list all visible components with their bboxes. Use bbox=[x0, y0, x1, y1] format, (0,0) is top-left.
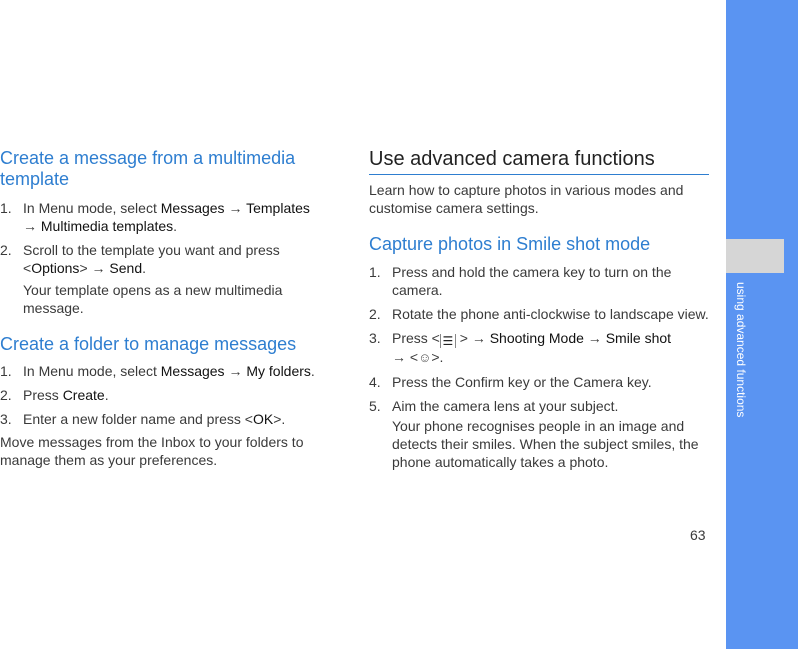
page-number: 63 bbox=[690, 527, 706, 543]
step-item bbox=[0, 386, 340, 404]
sidebar-tab bbox=[726, 239, 784, 273]
step-text: Press < bbox=[392, 330, 440, 346]
step-number: 1. bbox=[0, 363, 12, 379]
step-number: 1. bbox=[0, 200, 12, 216]
step-text: Scroll to the template you want and press bbox=[23, 242, 280, 258]
punct: < bbox=[409, 349, 419, 365]
punct: . bbox=[310, 363, 315, 379]
menu-path: Multimedia templates bbox=[40, 218, 174, 234]
step-number: 1. bbox=[369, 264, 381, 280]
step-number: 3. bbox=[369, 330, 381, 346]
note-text: Your phone recognises people in an image and detects their smiles. When the subject smiles, the phone automatically takes a photo. bbox=[392, 418, 699, 470]
punct: . bbox=[142, 260, 146, 276]
step-item bbox=[0, 362, 340, 380]
punct: < bbox=[23, 260, 32, 276]
note-text: Your template opens as a new multimedia message. bbox=[23, 282, 283, 316]
right-column bbox=[369, 148, 709, 471]
arrow-icon: → bbox=[91, 260, 106, 276]
step-item bbox=[369, 305, 709, 323]
punct: >. bbox=[273, 411, 286, 427]
smile-shot-icon: ☺ bbox=[418, 350, 432, 365]
section-title-multimedia bbox=[0, 148, 340, 190]
step-item bbox=[0, 410, 340, 428]
intro-paragraph: Learn how to capture photos in various modes and customise camera settings. bbox=[369, 182, 684, 216]
step-item bbox=[369, 397, 709, 415]
step-number: 4. bbox=[369, 374, 381, 390]
softkey-label: Options bbox=[31, 260, 80, 276]
arrow-icon: → bbox=[228, 363, 243, 379]
arrow-icon: → bbox=[23, 218, 37, 234]
section-title-smile: Capture photos in Smile shot mode bbox=[369, 234, 651, 254]
chapter-title: Use advanced camera functions bbox=[369, 148, 709, 175]
step-item bbox=[369, 329, 709, 367]
step-number: 2. bbox=[0, 387, 12, 403]
menu-path: Send bbox=[109, 260, 143, 276]
step-text: Press the Confirm key or the Camera key. bbox=[392, 374, 652, 390]
step-item bbox=[369, 263, 709, 299]
punct: >. bbox=[431, 349, 444, 365]
step-item bbox=[0, 199, 340, 235]
step-text: Aim the camera lens at your subject. bbox=[392, 398, 619, 414]
step-text: Press bbox=[23, 387, 63, 403]
step-note bbox=[369, 417, 709, 471]
menu-path: Messages bbox=[160, 363, 225, 379]
menu-icon: ☰ bbox=[440, 334, 456, 348]
step-text: In Menu mode, select bbox=[23, 363, 161, 379]
step-number: 3. bbox=[0, 411, 12, 427]
step-item bbox=[369, 373, 709, 391]
paragraph: Move messages from the Inbox to your folders to manage them as your preferences. bbox=[0, 434, 304, 468]
menu-path: My folders bbox=[246, 363, 311, 379]
punct: > bbox=[459, 330, 468, 346]
menu-path: Smile shot bbox=[605, 330, 672, 346]
arrow-icon: → bbox=[392, 349, 406, 365]
menu-path: Shooting Mode bbox=[489, 330, 584, 346]
step-number: 2. bbox=[0, 242, 12, 258]
step-text: Rotate the phone anti-clockwise to landscape view. bbox=[392, 306, 709, 322]
step-number: 2. bbox=[369, 306, 381, 322]
arrow-icon: → bbox=[587, 330, 602, 346]
left-column bbox=[0, 148, 340, 469]
softkey-label: Create bbox=[62, 387, 105, 403]
step-number: 5. bbox=[369, 398, 381, 414]
arrow-icon: → bbox=[471, 330, 486, 346]
punct: . bbox=[173, 218, 178, 234]
arrow-icon: → bbox=[228, 200, 243, 216]
punct: > bbox=[79, 260, 88, 276]
menu-path: Messages bbox=[160, 200, 225, 216]
step-note bbox=[0, 281, 340, 317]
menu-path: Templates bbox=[246, 200, 310, 216]
title-line: template bbox=[0, 169, 70, 189]
step-item bbox=[0, 241, 340, 277]
step-text: Press and hold the camera key to turn on the camera. bbox=[392, 264, 672, 298]
sidebar-label: using advanced functions bbox=[734, 282, 748, 418]
title-line: Create a message from a multimedia bbox=[0, 148, 296, 168]
softkey-label: OK bbox=[252, 411, 274, 427]
punct: . bbox=[104, 387, 109, 403]
section-title-folder: Create a folder to manage messages bbox=[0, 334, 297, 354]
step-text: Enter a new folder name and press < bbox=[23, 411, 253, 427]
step-text: In Menu mode, select bbox=[23, 200, 161, 216]
